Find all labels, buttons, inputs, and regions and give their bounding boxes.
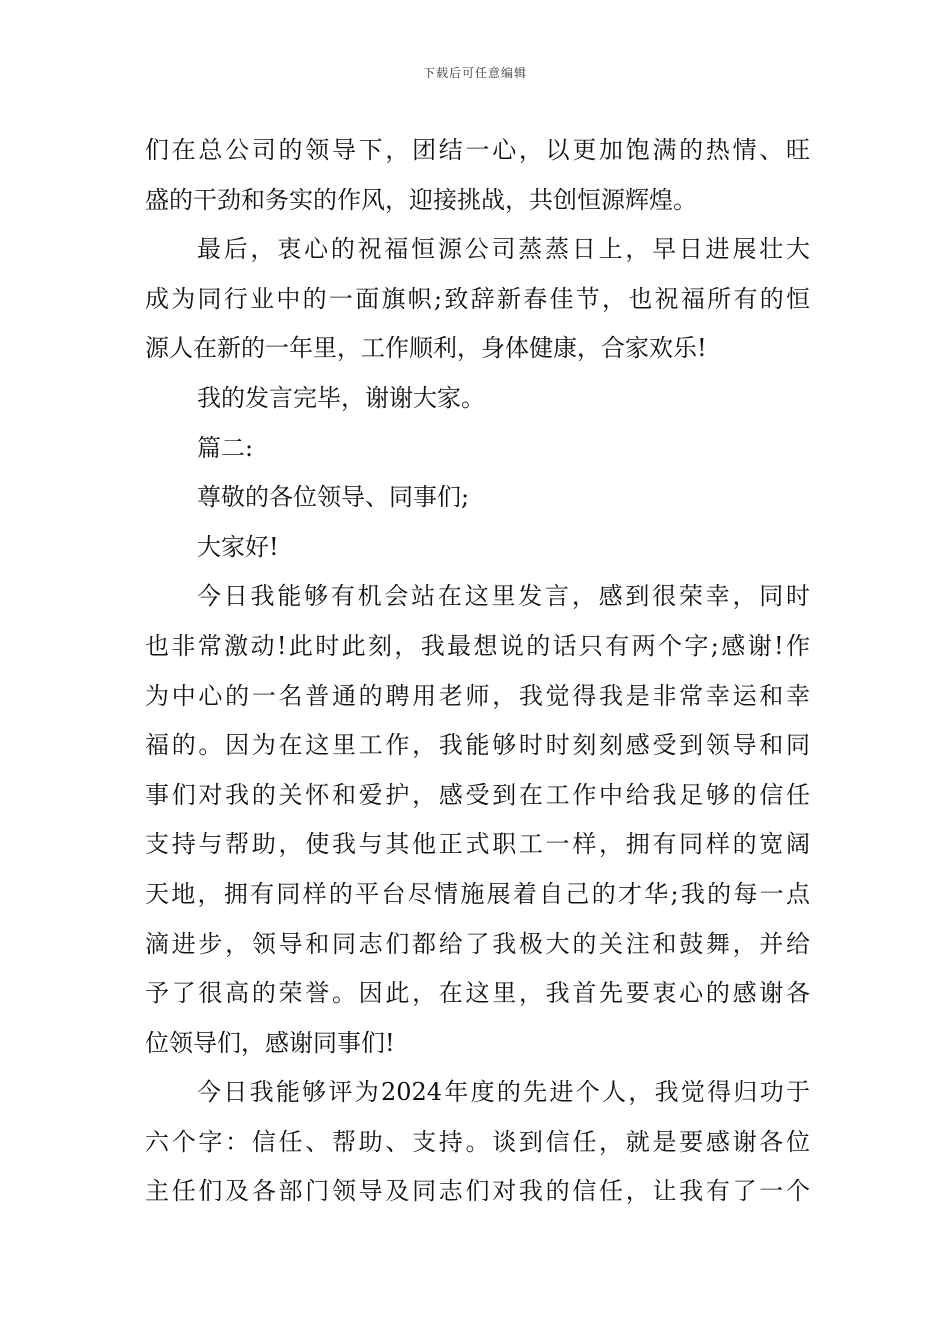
text-line: 天地，拥有同样的平台尽情施展着自己的才华;我的每一点 <box>145 879 810 908</box>
document-body <box>145 126 810 1217</box>
text-line: 予了很高的荣誉。因此，在这里，我首先要衷心的感谢各 <box>145 979 810 1008</box>
text-line: 位领导们，感谢同事们! <box>145 1028 395 1057</box>
text-line: 成为同行业中的一面旗帜;致辞新春佳节，也祝福所有的恒 <box>145 284 810 313</box>
text-line: 滴进步，领导和同志们都给了我极大的关注和鼓舞，并给 <box>145 929 810 958</box>
text-line: 最后，衷心的祝福恒源公司蒸蒸日上，早日进展壮大 <box>197 235 810 264</box>
download-note: 下载后可任意编辑 <box>422 66 527 80</box>
text-line: 今日我能够有机会站在这里发言，感到很荣幸，同时 <box>197 582 810 611</box>
text-line: 今日我能够评为2024年度的先进个人，我觉得归功于 <box>197 1078 810 1107</box>
text-line: 源人在新的一年里，工作顺利，身体健康，合家欢乐! <box>145 334 707 363</box>
text-line: 福的。因为在这里工作，我能够时时刻刻感受到领导和同 <box>145 731 810 760</box>
text-line: 我的发言完毕，谢谢大家。 <box>197 383 485 412</box>
text-line: 盛的干劲和务实的作风，迎接挑战，共创恒源辉煌。 <box>145 185 697 214</box>
text-line: 事们对我的关怀和爱护，感受到在工作中给我足够的信任 <box>145 780 810 809</box>
text-line: 为中心的一名普通的聘用老师，我觉得我是非常幸运和幸 <box>145 681 810 710</box>
text-line: 六个字：信任、帮助、支持。谈到信任，就是要感谢各位 <box>145 1127 810 1156</box>
text-line: 尊敬的各位领导、同事们; <box>197 483 470 512</box>
text-line: 主任们及各部门领导及同志们对我的信任，让我有了一个 <box>145 1177 810 1206</box>
text-line: 支持与帮助，使我与其他正式职工一样，拥有同样的宽阔 <box>145 830 810 859</box>
text-line: 篇二: <box>197 433 254 462</box>
text-line: 也非常激动!此时此刻，我最想说的话只有两个字;感谢!作 <box>145 631 810 660</box>
text-line: 大家好! <box>197 532 279 561</box>
text-line: 们在总公司的领导下，团结一心，以更加饱满的热情、旺 <box>145 136 810 164</box>
